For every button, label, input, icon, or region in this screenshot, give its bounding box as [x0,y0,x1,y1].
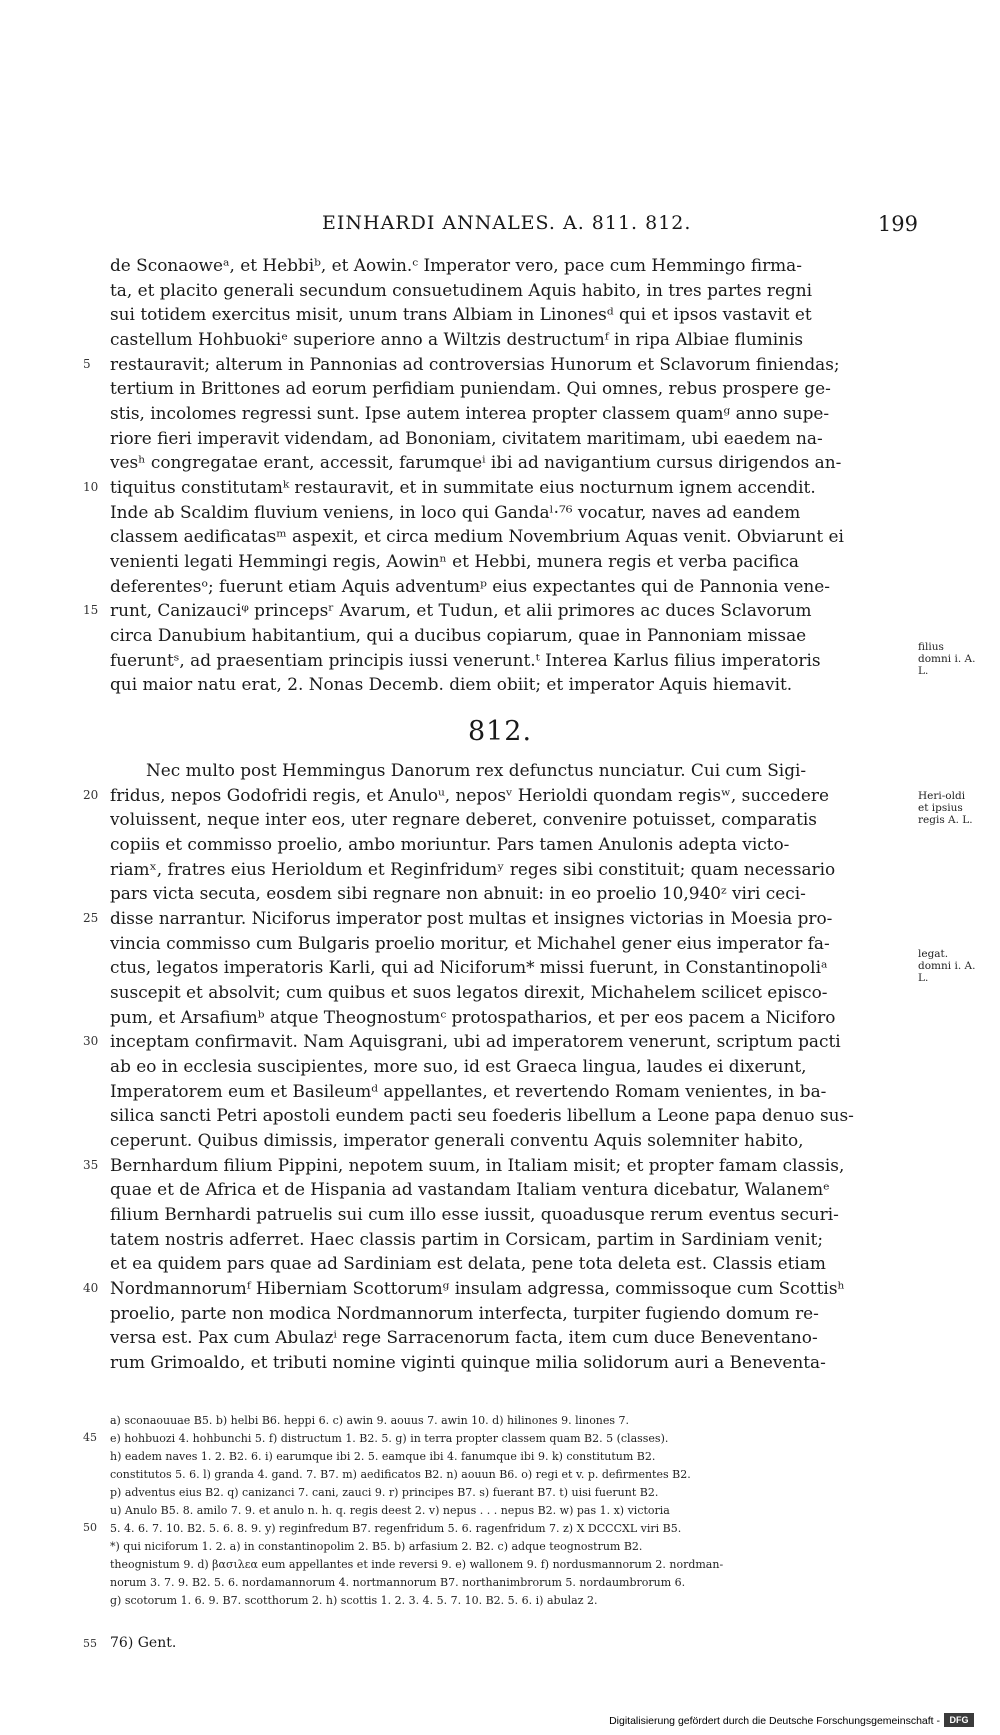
text-line: Imperatorem eum et Basileumᵈ appellantes, et revertendo Romam venientes, in ba- [110,1081,827,1101]
footnote-line: a) sconaouuae B5. b) helbi B6. heppi 6. c) awin 9. aouus 7. awin 10. d) hilinones 9. linones 7. [110,1414,630,1427]
text-line: silica sancti Petri apostoli eundem pacti seu foederis libellum a Leone papa denuo sus- [110,1105,854,1125]
text-line: riore fieri imperavit videndam, ad Bononiam, civitatem maritimam, ubi eaedem na- [110,428,823,448]
text-line: versa est. Pax cum Abulazⁱ rege Sarracenorum facta, item cum duce Beneventano- [110,1327,818,1347]
text-line: pum, et Arsafiumᵇ atque Theognostumᶜ protospatharios, et per eos pacem a Niciforo [110,1007,836,1027]
text-line: circa Danubium habitantium, qui a ducibus copiarum, quae in Pannoniam missae [110,625,807,645]
text-line: inceptam confirmavit. Nam Aquisgrani, ubi ad imperatorem venerunt, scriptum pacti [110,1031,841,1051]
text-line: rum Grimoaldo, et tributi nomine viginti quinque milia solidorum auri a Beneventa- [110,1352,826,1372]
footnote-line: 5. 4. 6. 7. 10. B2. 5. 6. 8. 9. y) reginfredum B7. regenfridum 5. 6. ragenfridum 7. z) X DCCCXL viri B5. [110,1522,682,1535]
running-header [100,212,920,242]
text-line: proelio, parte non modica Nordmannorum interfecta, turpiter fugiendo domum re- [110,1303,819,1323]
running-title: EINHARDI ANNALES. A. 811. 812. [322,212,692,234]
text-line: tatem nostris adferret. Haec classis partim in Corsicam, partim in Sardiniam venit; [110,1229,824,1249]
line-number: 15 [83,603,99,617]
line-number: 5 [83,357,91,371]
text-line: fridus, nepos Godofridi regis, et Anuloᵘ, neposᵛ Herioldi quondam regisʷ, succedere [110,785,829,805]
text-line: stis, incolomes regressi sunt. Ipse autem interea propter classem quamᵍ anno supe- [110,403,830,423]
footnote-line: e) hohbuozi 4. hohbunchi 5. f) distructum 1. B2. 5. g) in terra propter classem quam B2. 5 (classes). [110,1432,669,1445]
margin-note: legat. domni i. A. L. [918,948,976,984]
text-line: ab eo in ecclesia suscipientes, more suo, id est Graeca lingua, laudes ei dixerunt, [110,1056,807,1076]
text-line: Inde ab Scaldim fluvium veniens, in loco qui Gandaˡ·⁷⁶ vocatur, naves ad eandem [110,502,801,522]
line-number: 40 [83,1281,99,1295]
footnote-line: *) qui niciforum 1. 2. a) in constantinopolim 2. B5. b) arfasium 2. B2. c) adque teognostrum B2. [110,1540,643,1553]
text-line: vincia commisso cum Bulgaris proelio moritur, et Michahel gener eius imperator fa- [110,933,830,953]
text-line: ctus, legatos imperatoris Karli, qui ad Niciforum* missi fuerunt, in Constantinopoliᵃ [110,957,828,977]
page-number: 199 [877,212,918,236]
text-line: restauravit; alterum in Pannonias ad controversias Hunorum et Sclavorum finiendas; [110,354,840,374]
footnote-line: u) Anulo B5. 8. amilo 7. 9. et anulo n. h. q. regis deest 2. v) nepus . . . nepus B2. w) pas 1. x) victoria [110,1504,670,1517]
text-line: disse narrantur. Niciforus imperator post multas et insignes victorias in Moesia pro- [110,908,833,928]
year-heading: 812. [467,716,533,747]
text-line: suscepit et absolvit; cum quibus et suos legatos direxit, Michahelem scilicet episco- [110,982,828,1002]
dfg-logo: DFG [944,1713,974,1727]
line-number: 30 [83,1034,99,1048]
text-line: voluissent, neque inter eos, uter regnare deberet, convenire potuisset, comparatis [110,809,817,829]
text-line: castellum Hohbuokiᵉ superiore anno a Wiltzis destructumᶠ in ripa Albiae fluminis [110,329,804,349]
footnote-line: g) scotorum 1. 6. 9. B7. scotthorum 2. h) scottis 1. 2. 3. 4. 5. 7. 10. B2. 5. 6. i) abulaz 2. [110,1594,598,1607]
text-line: et ea quidem pars quae ad Sardiniam est delata, pene tota deleta est. Classis etiam [110,1253,826,1273]
text-line: pars victa secuta, eosdem sibi regnare non abnuit: in eo proelio 10,940ᶻ viri ceci- [110,883,806,903]
endnote-line-number: 55 [83,1637,97,1650]
text-line: Bernhardum filium Pippini, nepotem suum, in Italiam misit; et propter famam classis, [110,1155,845,1175]
text-line: filium Bernhardi patruelis sui cum illo esse iussit, quoadusque rerum eventus securi- [110,1204,839,1224]
digitization-credit: Digitalisierung gefördert durch die Deutsche Forschungsgemeinschaft - [609,1715,940,1727]
text-line: qui maior natu erat, 2. Nonas Decemb. diem obiit; et imperator Aquis hiemavit. [110,674,793,694]
text-line: sui totidem exercitus misit, unum trans Albiam in Linonesᵈ qui et ipsos vastavit et [110,304,812,324]
footnote-line-number: 45 [83,1431,97,1444]
text-line: riamˣ, fratres eius Herioldum et Reginfridumʸ reges sibi constituit; quam necessario [110,859,836,879]
text-line: Nordmannorumᶠ Hiberniam Scottorumᵍ insulam adgressa, commissoque cum Scottisʰ [110,1278,845,1298]
line-number: 10 [83,480,99,494]
footnote-line: theognistum 9. d) βασιλεα eum appellantes et inde reversi 9. e) wallonem 9. f) nordusmannorum 2. nordman- [110,1558,724,1571]
line-number: 25 [83,911,99,925]
text-line: fueruntˢ, ad praesentiam principis iussi venerunt.ᵗ Interea Karlus filius imperatoris [110,650,821,670]
margin-note: Heri-oldi et ipsius regis A. L. [918,790,973,826]
line-number: 35 [83,1158,99,1172]
footnote-line: h) eadem naves 1. 2. B2. 6. i) earumque ibi 2. 5. eamque ibi 4. fanumque ibi 9. k) constitutum B2. [110,1450,656,1463]
footnote-line: p) adventus eius B2. q) canizanci 7. cani, zauci 9. r) principes B7. s) fuerant B7. t) uisi fuerunt B2. [110,1486,659,1499]
text-line: vesʰ congregatae erant, accessit, farumqueⁱ ibi ad navigantium cursus dirigendos an- [110,452,842,472]
text-line: quae et de Africa et de Hispania ad vastandam Italiam ventura dicebatur, Walanemᵉ [110,1179,830,1199]
text-line: tiquitus constitutamᵏ restauravit, et in summitate eius nocturnum ignem accendit. [110,477,816,497]
text-line: ceperunt. Quibus dimissis, imperator generali conventu Aquis solemniter habito, [110,1130,804,1150]
text-line: runt, Canizauciᵠ princepsʳ Avarum, et Tudun, et alii primores ac duces Sclavorum [110,600,812,620]
text-line: Nec multo post Hemmingus Danorum rex defunctus nunciatur. Cui cum Sigi- [146,760,807,780]
text-line: classem aedificatasᵐ aspexit, et circa medium Novembrium Aquas venit. Obviarunt ei [110,526,844,546]
text-line: ta, et placito generali secundum consuetudinem Aquis habito, in tres partes regni [110,280,813,300]
text-line: copiis et commisso proelio, ambo moriuntur. Pars tamen Anulonis adepta victo- [110,834,790,854]
text-line: tertium in Brittones ad eorum perfidiam puniendam. Qui omnes, rebus prospere ge- [110,378,831,398]
line-number: 20 [83,788,99,802]
text-line: deferentesᵒ; fuerunt etiam Aquis adventumᵖ eius expectantes qui de Pannonia vene- [110,576,830,596]
text-line: de Sconaoweᵃ, et Hebbiᵇ, et Aowin.ᶜ Imperator vero, pace cum Hemmingo firma- [110,255,802,275]
footnote-line: norum 3. 7. 9. B2. 5. 6. nordamannorum 4. nortmannorum B7. northanimbrorum 5. nordaumbrorum 6. [110,1576,686,1589]
text-line: venienti legati Hemmingi regis, Aowinⁿ et Hebbi, munera regis et verba pacifica [110,551,799,571]
margin-note: filius domni i. A. L. [918,641,976,677]
footnote-line-number: 50 [83,1521,97,1534]
endnote: 76) Gent. [110,1635,177,1651]
footnote-line: constitutos 5. 6. l) granda 4. gand. 7. B7. m) aedificatos B2. n) aouun B6. o) regi et v. p. defirmentes B2. [110,1468,691,1481]
